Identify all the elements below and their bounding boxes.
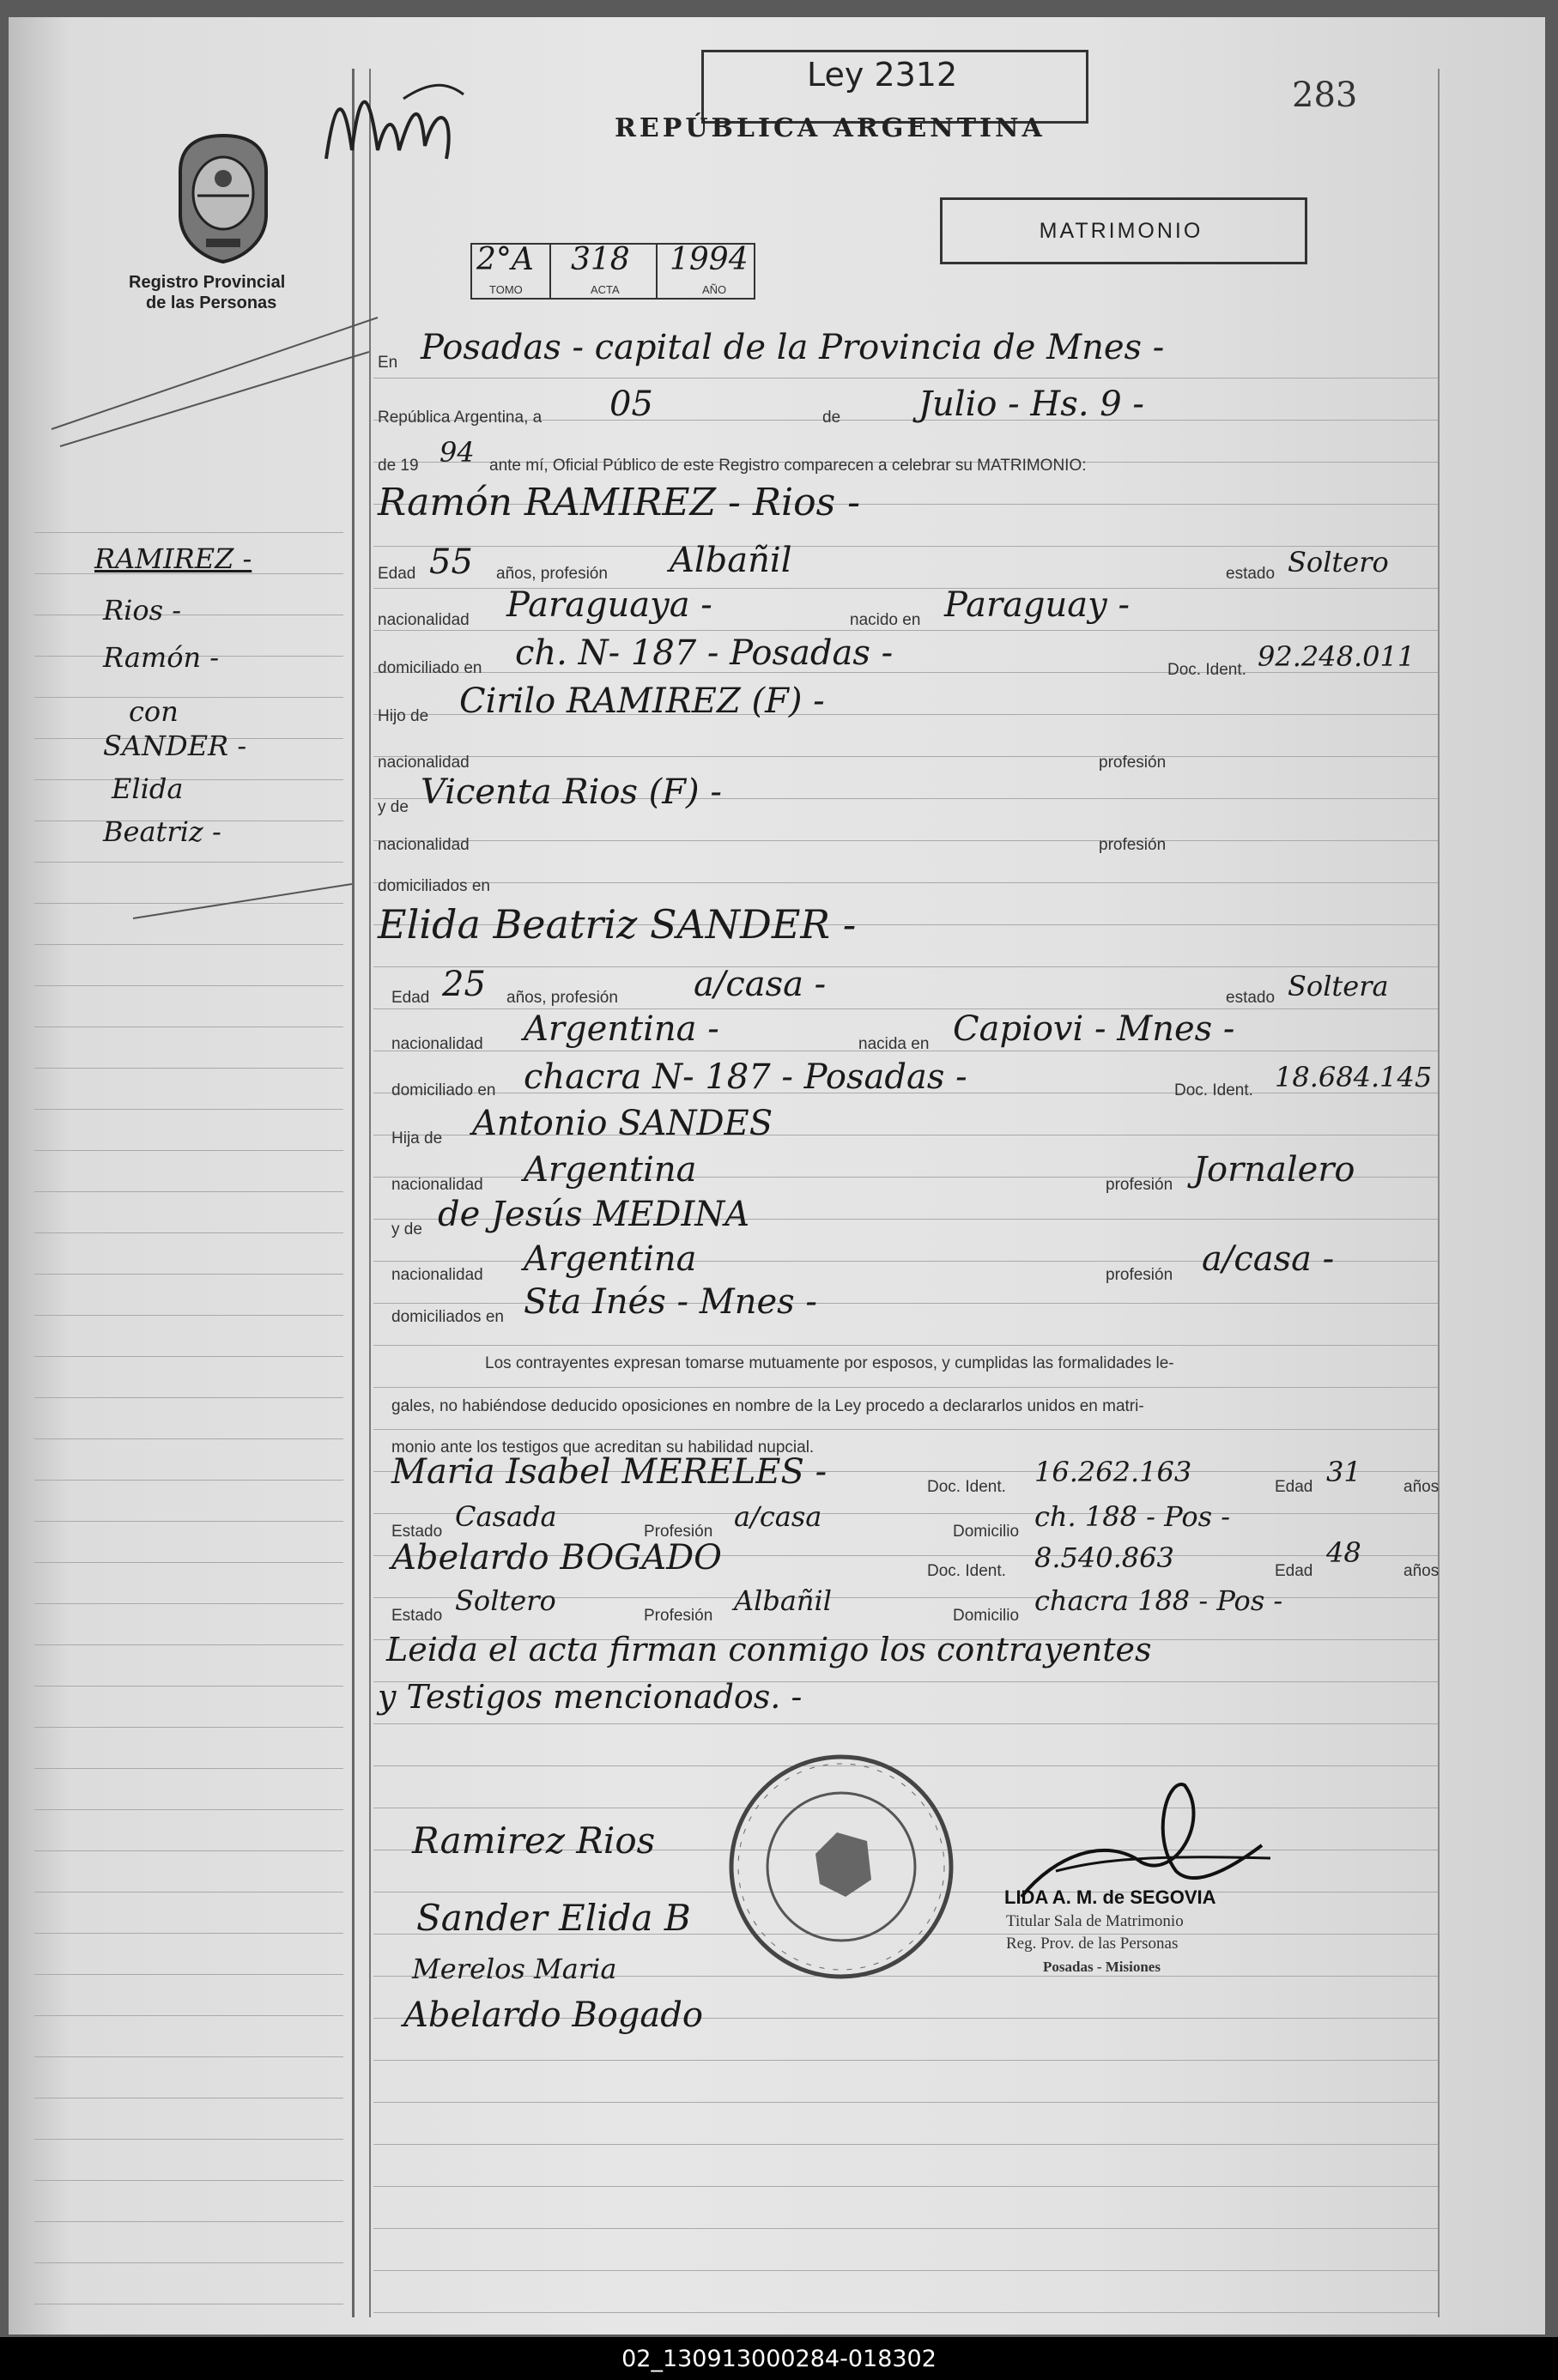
t2-doc: 8.540.863 bbox=[1034, 1541, 1174, 1574]
t1-edad: 31 bbox=[1326, 1456, 1361, 1488]
ruled-line bbox=[373, 2228, 1438, 2229]
ruled-line bbox=[34, 1850, 343, 1851]
margin-name-1: RAMIREZ - bbox=[94, 542, 252, 575]
t2-label-edad: Edad bbox=[1275, 1562, 1313, 1580]
c2-nacionalidad: Argentina - bbox=[524, 1009, 719, 1049]
formula-line1: Los contrayentes expresan tomarse mutuamente por esposos, y cumplidas las formalidades le- bbox=[485, 1354, 1174, 1372]
c2-label-estado: estado bbox=[1226, 989, 1276, 1007]
c2-edad: 25 bbox=[442, 965, 486, 1004]
ruled-line bbox=[373, 2312, 1438, 2313]
ruled-line bbox=[373, 2102, 1438, 2103]
ruled-line bbox=[34, 1109, 343, 1110]
ano-value: 1994 bbox=[670, 242, 749, 277]
c2-label-prof-madre: profesión bbox=[1106, 1266, 1173, 1284]
cierre-line1: Leida el acta firman conmigo los contrayentes bbox=[386, 1631, 1152, 1668]
margin-name-3: Ramón - bbox=[103, 641, 220, 674]
c2-label-nac-padre: nacionalidad bbox=[391, 1176, 483, 1194]
formula-line3: monio ante los testigos que acreditan su habilidad nupcial. bbox=[391, 1438, 815, 1456]
ruled-line bbox=[373, 1429, 1438, 1430]
c2-label-domiciliado: domiciliado en bbox=[391, 1081, 496, 1099]
acta-mes: Julio - Hs. 9 - bbox=[918, 385, 1144, 424]
archive-code: 02_130913000284-018302 bbox=[621, 2346, 937, 2372]
t1-label-profesion: Profesión bbox=[644, 1523, 713, 1541]
coat-of-arms-icon bbox=[163, 129, 283, 266]
ruled-line bbox=[34, 1521, 343, 1522]
c1-label-hijo: Hijo de bbox=[378, 707, 429, 725]
ruled-line bbox=[34, 1068, 343, 1069]
acta-label: ACTA bbox=[591, 283, 620, 296]
c1-label-domiciliado: domiciliado en bbox=[378, 659, 482, 677]
sello-ciudad: Posadas - Misiones bbox=[1043, 1959, 1161, 1975]
matrimonio-label: MATRIMONIO bbox=[1039, 219, 1203, 243]
c1-doc: 92.248.011 bbox=[1258, 640, 1416, 673]
ruled-line bbox=[34, 2139, 343, 2140]
t2-profesion: Albañil bbox=[734, 1584, 832, 1617]
ruled-line bbox=[34, 985, 343, 986]
c1-nombre: Ramón RAMIREZ - Rios - bbox=[378, 481, 861, 524]
c1-label-prof-padre: profesión bbox=[1099, 754, 1167, 772]
c2-padre: Antonio SANDES bbox=[472, 1104, 773, 1143]
c1-label-nacionalidad: nacionalidad bbox=[378, 611, 470, 629]
c2-label-y-de: y de bbox=[391, 1220, 422, 1238]
margin-name-2: Rios - bbox=[103, 594, 181, 627]
t1-profesion: a/casa bbox=[734, 1500, 822, 1533]
c2-label-hija: Hija de bbox=[391, 1129, 443, 1148]
c1-label-nac-madre: nacionalidad bbox=[378, 836, 470, 854]
label-republica-a: República Argentina, a bbox=[378, 409, 543, 427]
c2-label-nacionalidad: nacionalidad bbox=[391, 1035, 483, 1053]
c2-label-anos-profesion: años, profesión bbox=[506, 989, 618, 1007]
ruled-line bbox=[34, 1191, 343, 1192]
c1-profesion: Albañil bbox=[670, 541, 792, 580]
margin-strikes-2 bbox=[129, 875, 361, 927]
c2-estado: Soltera bbox=[1288, 970, 1389, 1002]
margin-name-5: SANDER - bbox=[103, 730, 247, 762]
register-page bbox=[9, 17, 1545, 2335]
t2-label-domicilio: Domicilio bbox=[953, 1607, 1020, 1625]
ruled-line bbox=[34, 1232, 343, 1233]
margin-name-4: con bbox=[129, 695, 179, 728]
t1-domicilio: ch. 188 - Pos - bbox=[1034, 1500, 1231, 1533]
c1-label-nac-padre: nacionalidad bbox=[378, 754, 470, 772]
ruled-line bbox=[34, 1809, 343, 1810]
label-en: En bbox=[378, 354, 398, 372]
c1-edad: 55 bbox=[429, 542, 473, 582]
ruled-line bbox=[373, 966, 1438, 967]
margin-strikes bbox=[43, 300, 386, 455]
margin-line-right bbox=[1438, 69, 1440, 2317]
c1-label-domiciliados: domiciliados en bbox=[378, 877, 490, 895]
ruled-line bbox=[34, 1438, 343, 1439]
c1-nacido-en: Paraguay - bbox=[944, 585, 1130, 625]
formula-line2: gales, no habiéndose deducido oposiciones en nombre de la Ley procedo a declararlos unidos en matri- bbox=[391, 1397, 1144, 1415]
republica-title: REPÚBLICA ARGENTINA bbox=[615, 113, 1046, 143]
t2-edad: 48 bbox=[1326, 1536, 1361, 1569]
ruled-line bbox=[34, 1974, 343, 1975]
t1-label-domicilio: Domicilio bbox=[953, 1523, 1020, 1541]
ruled-line bbox=[34, 862, 343, 863]
c2-madre-profesion: a/casa - bbox=[1202, 1239, 1335, 1279]
t1-label-edad: Edad bbox=[1275, 1478, 1313, 1496]
t2-nombre: Abelardo BOGADO bbox=[391, 1538, 722, 1578]
ruled-line bbox=[34, 1315, 343, 1316]
ruled-line bbox=[34, 1356, 343, 1357]
t1-doc: 16.262.163 bbox=[1034, 1456, 1192, 1488]
ruled-line bbox=[373, 2186, 1438, 2187]
margin-name-6: Elida bbox=[112, 772, 184, 805]
ruled-line bbox=[34, 1727, 343, 1728]
c2-nacida-en: Capiovi - Mnes - bbox=[953, 1009, 1235, 1049]
ruled-line bbox=[34, 1768, 343, 1769]
c2-label-edad: Edad bbox=[391, 989, 430, 1007]
c2-padre-profesion: Jornalero bbox=[1193, 1150, 1355, 1190]
sello-cargo: Titular Sala de Matrimonio bbox=[1006, 1912, 1184, 1930]
ruled-line bbox=[34, 2180, 343, 2181]
ruled-line bbox=[373, 546, 1438, 547]
t1-estado: Casada bbox=[455, 1500, 557, 1533]
ruled-line bbox=[373, 2270, 1438, 2271]
sello-oficina: Reg. Prov. de las Personas bbox=[1006, 1935, 1179, 1953]
c2-domicilio-padres: Sta Inés - Mnes - bbox=[524, 1282, 817, 1322]
tomo-value: 2°A bbox=[476, 242, 534, 277]
acta-divider bbox=[656, 243, 658, 300]
signature-3: Merelos Maria bbox=[412, 1953, 617, 1985]
c1-nacionalidad: Paraguaya - bbox=[506, 585, 712, 625]
cierre-line2: y Testigos mencionados. - bbox=[378, 1678, 803, 1716]
c1-padre: Cirilo RAMIREZ (F) - bbox=[459, 681, 825, 721]
ley-stamp-text: Ley 2312 bbox=[807, 56, 958, 94]
c1-label-nacido-en: nacido en bbox=[850, 611, 921, 629]
t2-label-doc: Doc. Ident. bbox=[927, 1562, 1006, 1580]
c2-doc: 18.684.145 bbox=[1275, 1061, 1433, 1093]
acta-value: 318 bbox=[571, 242, 630, 277]
ruled-line bbox=[34, 1274, 343, 1275]
ruled-line bbox=[373, 1345, 1438, 1346]
ruled-line bbox=[373, 630, 1438, 631]
t2-label-estado: Estado bbox=[391, 1607, 443, 1625]
c1-label-anos-profesion: años, profesión bbox=[496, 565, 608, 583]
label-comparecen: ante mí, Oficial Público de este Registro comparecen a celebrar su MATRIMONIO: bbox=[489, 457, 1087, 475]
c2-profesion: a/casa - bbox=[694, 965, 827, 1004]
c2-madre: de Jesús MEDINA bbox=[438, 1195, 750, 1234]
round-seal-icon bbox=[725, 1751, 957, 1983]
label-de: de bbox=[822, 409, 841, 427]
ruled-line bbox=[373, 1723, 1438, 1724]
acta-dia: 05 bbox=[609, 385, 653, 424]
ruled-line bbox=[34, 1480, 343, 1481]
ruled-line bbox=[373, 1387, 1438, 1388]
page-number: 283 bbox=[1292, 76, 1358, 115]
c2-domicilio: chacra N- 187 - Posadas - bbox=[524, 1057, 967, 1097]
signature-2: Sander Elida B bbox=[416, 1897, 691, 1939]
tomo-divider bbox=[549, 243, 551, 300]
ruled-line bbox=[373, 882, 1438, 883]
ruled-line bbox=[34, 1397, 343, 1398]
ruled-line bbox=[373, 756, 1438, 757]
c1-madre: Vicenta Rios (F) - bbox=[421, 772, 722, 812]
t1-nombre: Maria Isabel MERELES - bbox=[391, 1452, 827, 1492]
ruled-line bbox=[34, 2015, 343, 2016]
ruled-line bbox=[34, 2221, 343, 2222]
c1-label-edad: Edad bbox=[378, 565, 416, 583]
ruled-line bbox=[373, 2060, 1438, 2061]
acta-ano-corto: 94 bbox=[440, 436, 475, 469]
t2-domicilio: chacra 188 - Pos - bbox=[1034, 1584, 1283, 1617]
signature-1: Ramirez Rios bbox=[412, 1820, 656, 1862]
ruled-line bbox=[34, 779, 343, 780]
c2-madre-nacionalidad: Argentina bbox=[524, 1239, 697, 1279]
c1-estado: Soltero bbox=[1288, 546, 1389, 578]
ruled-line bbox=[34, 1026, 343, 1027]
c2-nombre: Elida Beatriz SANDER - bbox=[378, 901, 857, 948]
t2-estado: Soltero bbox=[455, 1584, 556, 1617]
c1-label-estado: estado bbox=[1226, 565, 1276, 583]
acta-lugar: Posadas - capital de la Provincia de Mnes - bbox=[421, 328, 1165, 367]
c2-label-domiciliados: domiciliados en bbox=[391, 1308, 504, 1326]
c2-label-nacida-en: nacida en bbox=[858, 1035, 930, 1053]
signature-4: Abelardo Bogado bbox=[403, 1995, 703, 2035]
ruled-line bbox=[34, 1933, 343, 1934]
ruled-line bbox=[34, 1150, 343, 1151]
ruled-line bbox=[34, 1562, 343, 1563]
c2-label-nac-madre: nacionalidad bbox=[391, 1266, 483, 1284]
t2-label-profesion: Profesión bbox=[644, 1607, 713, 1625]
c2-label-prof-padre: profesión bbox=[1106, 1176, 1173, 1194]
t1-label-anos: años bbox=[1403, 1478, 1440, 1496]
margin-name-7: Beatriz - bbox=[103, 815, 221, 848]
t1-label-estado: Estado bbox=[391, 1523, 443, 1541]
ruled-line bbox=[373, 2144, 1438, 2145]
ruled-line bbox=[34, 532, 343, 533]
c1-label-prof-madre: profesión bbox=[1099, 836, 1167, 854]
ruled-line bbox=[373, 840, 1438, 841]
c2-label-doc: Doc. Ident. bbox=[1174, 1081, 1253, 1099]
ruled-line bbox=[34, 1644, 343, 1645]
ruled-line bbox=[34, 2262, 343, 2263]
label-de-19: de 19 bbox=[378, 457, 419, 475]
ano-label: AÑO bbox=[702, 283, 727, 296]
ruled-line bbox=[34, 944, 343, 945]
c2-padre-nacionalidad: Argentina bbox=[524, 1150, 697, 1190]
c1-label-y-de: y de bbox=[378, 798, 409, 816]
sello-nombre: LIDA A. M. de SEGOVIA bbox=[1004, 1886, 1216, 1908]
t2-label-anos: años bbox=[1403, 1562, 1440, 1580]
tomo-label: TOMO bbox=[489, 283, 523, 296]
ruled-line bbox=[34, 697, 343, 698]
registro-line1: Registro Provincial bbox=[129, 273, 286, 292]
ruled-line bbox=[34, 1603, 343, 1604]
t1-label-doc: Doc. Ident. bbox=[927, 1478, 1006, 1496]
ruled-line bbox=[34, 2056, 343, 2057]
c1-label-doc: Doc. Ident. bbox=[1167, 661, 1246, 679]
initials-scribble bbox=[318, 64, 489, 193]
ruled-line bbox=[34, 1686, 343, 1687]
registro-line2: de las Personas bbox=[146, 294, 277, 312]
c1-domicilio: ch. N- 187 - Posadas - bbox=[515, 633, 894, 673]
archive-footer bbox=[0, 2337, 1558, 2380]
